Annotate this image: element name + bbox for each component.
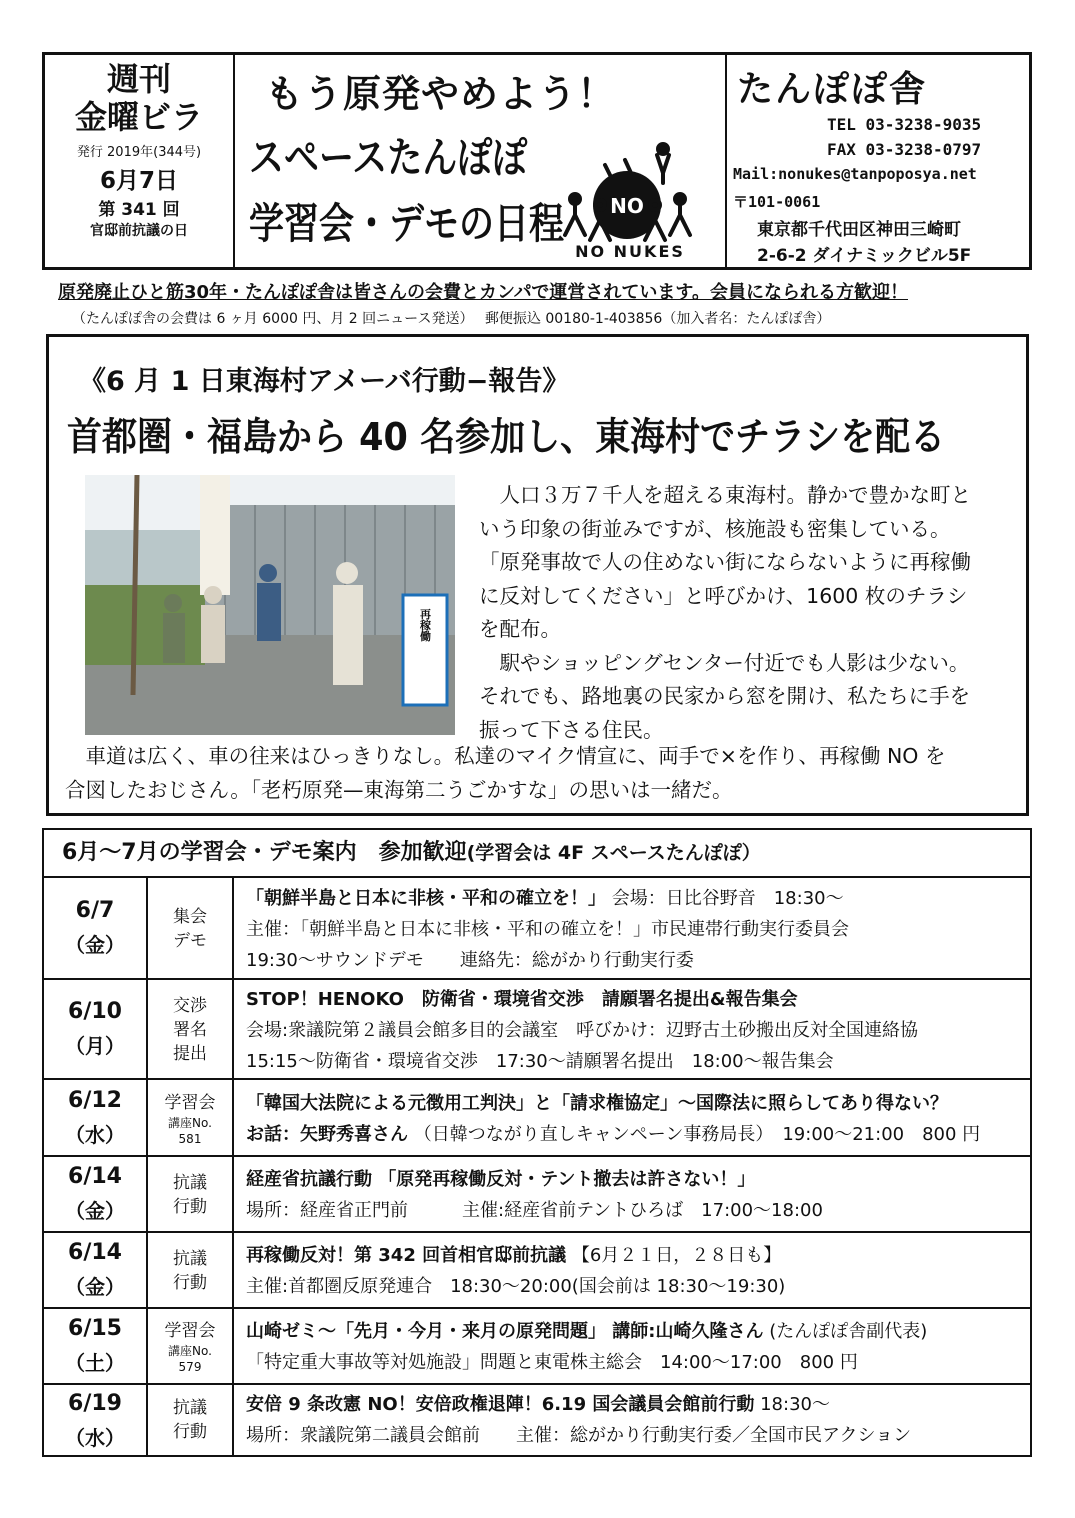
event-details-cell [234, 1080, 1030, 1155]
event-details-cell [234, 878, 1030, 978]
tel: TEL 03-3238-9035 [827, 115, 982, 134]
event-date: 6/14 [68, 1164, 122, 1189]
schedule-row [44, 980, 1030, 1080]
article-body-right [479, 479, 971, 747]
event-detail-line [246, 1015, 1030, 1046]
event-info: 15:15～防衛省・環境省交渉 17:30～請願署名提出 18:00～報告集会 [246, 1050, 834, 1072]
event-type: 交渉 [173, 996, 207, 1016]
membership-fee-info: （たんぽぽ舎の会費は 6 ヶ月 6000 円、月 2 回ニュース発送） 郵便振込 00180-1-403856（加入者名：たんぽぽ舎） [72, 311, 831, 327]
event-detail-line [246, 1347, 1030, 1378]
article-line: に反対してください」と呼びかけ、1600 枚のチラシ [479, 583, 968, 608]
event-detail-line [246, 883, 1030, 914]
course-number: 579 [178, 1360, 202, 1374]
event-title: STOP！HENOKO 防衛省・環境省交渉 請願署名提出&報告集会 [246, 988, 798, 1010]
event-info: 主催:首都圏反原発連合 18:30～20:00(国会前は 18:30～19:30) [246, 1276, 786, 1297]
event-details-cell [234, 980, 1030, 1078]
event-detail-line [246, 1420, 1030, 1451]
event-info: 【6月２１日，２８日も】 [566, 1245, 782, 1266]
event-weekday: （金） [65, 933, 125, 957]
event-info: (たんぽぽ舎副代表) [763, 1321, 928, 1342]
event-title: 「朝鮮半島と日本に非核・平和の確立を！」 [246, 887, 606, 909]
event-title: お話：矢野秀喜さん [246, 1123, 408, 1145]
article-kicker: 《6 月 1 日東海村アメーバ行動−報告》 [79, 366, 570, 397]
event-type: 集会 [173, 907, 207, 927]
event-title: 安倍 9 条改憲 NO！安倍政権退陣！6.19 国会議員会館前行動 [246, 1394, 755, 1415]
event-weekday: （水） [65, 1122, 125, 1147]
event-weekday: （金） [65, 1275, 125, 1299]
schedule-title-bar [44, 830, 1030, 878]
event-info: （日韓つながり直しキャンペーン事務局長） 19:00～21:00 800 円 [408, 1123, 981, 1145]
issue-date: 6月7日 [99, 168, 178, 194]
logo-text: NO NUKES [575, 242, 685, 261]
article-line: 駅やショッピングセンター付近でも人影は少ない。 [479, 650, 970, 675]
event-type: デモ [173, 931, 207, 951]
event-type-cell [148, 980, 234, 1078]
fax: FAX 03-3238-0797 [827, 140, 982, 159]
course-number: 講座No. [168, 1344, 212, 1358]
schedule-row [44, 1157, 1030, 1233]
article-box [46, 334, 1029, 816]
event-detail-line [246, 1271, 1030, 1302]
membership-notice: 原発廃止ひと筋30年・たんぽぽ舎は皆さんの会費とカンパで運営されています。会員になられる方歓迎！ [58, 282, 908, 303]
title-box [235, 55, 727, 267]
space-name: スペースたんぽぽ [249, 134, 528, 183]
event-detail-line [246, 1316, 1030, 1347]
postal-code: 〒101-0061 [733, 193, 821, 211]
event-type: 抗議 [173, 1398, 207, 1418]
event-weekday: （月） [65, 1034, 125, 1058]
event-title: 山崎ゼミ～「先月・今月・来月の原発問題」 講師:山崎久隆さん [246, 1321, 764, 1342]
article-line: 振って下さる住民。 [479, 717, 664, 742]
event-date-cell [44, 1157, 148, 1231]
event-detail-line [246, 1195, 1030, 1226]
event-date-cell [44, 980, 148, 1078]
event-detail-line [246, 1389, 1030, 1420]
event-type: 署名 [173, 1020, 207, 1040]
event-date-cell [44, 1385, 148, 1455]
event-weekday: （金） [65, 1199, 125, 1223]
friday-flyer-label: 金曜ビラ [74, 98, 203, 136]
schedule-subheading: (学習会は 4F スペースたんぽぽ） [466, 842, 761, 864]
event-type-cell [148, 1157, 234, 1231]
schedule-row [44, 1233, 1030, 1309]
issue-number: 発行 2019年(344号) [76, 145, 202, 160]
event-type-cell [148, 1233, 234, 1307]
masthead [42, 52, 1032, 270]
schedule-row [44, 1385, 1030, 1455]
event-type: 行動 [173, 1422, 207, 1442]
course-number: 581 [178, 1131, 202, 1146]
event-title: 「韓国大法院による元徴用工判決」と「請求権協定」～国際法に照らしてあり得ない？ [246, 1092, 948, 1114]
event-details-cell [234, 1385, 1030, 1455]
event-weekday: （土） [65, 1351, 125, 1375]
event-type-cell [148, 1385, 234, 1455]
event-details-cell [234, 1157, 1030, 1231]
address-line2: 2-6-2 ダイナミックビル5F [757, 246, 972, 266]
event-detail-line [246, 1088, 1030, 1119]
event-detail-line [246, 1119, 1030, 1150]
schedule-row [44, 1309, 1030, 1385]
issue-box [45, 55, 235, 267]
event-type: 学習会 [164, 1321, 216, 1341]
event-title: 経産省抗議行動 「原発再稼働反対・テント撤去は許さない！」 [246, 1169, 756, 1190]
event-info: 会場:衆議院第２議員会館多目的会議室 呼びかけ：辺野古土砂搬出反対全国連絡協 [246, 1019, 919, 1041]
event-date: 6/10 [68, 999, 122, 1024]
article-line: 人口３万７千人を超える東海村。静かで豊かな町と [479, 483, 971, 507]
event-title: 再稼働反対！第 342 回首相官邸前抗議 [246, 1245, 567, 1266]
article-line: を配布。 [479, 617, 561, 641]
mail: Mail:nonukes@tanpoposya.net [733, 165, 977, 183]
event-date: 6/14 [68, 1240, 122, 1265]
no-nukes-logo [545, 135, 715, 265]
event-type-cell [148, 878, 234, 978]
event-type: 抗議 [173, 1249, 207, 1269]
event-detail-line [246, 1240, 1030, 1271]
schedule-table [42, 828, 1032, 1457]
article-line: いう印象の街並みですが、核施設も密集している。 [479, 516, 951, 541]
protest-round: 第 341 回 [98, 200, 180, 220]
slogan: もう原発やめよう！ [265, 72, 617, 116]
svg-text:NO: NO [610, 194, 644, 218]
event-date: 6/7 [75, 898, 115, 923]
event-date-cell [44, 1309, 148, 1383]
event-type-cell [148, 1080, 234, 1155]
article-line: 「原発事故で人の住めない街にならないように再稼働 [479, 550, 971, 574]
event-info: 「特定重大事故等対処施設」問題と東電株主総会 14:00～17:00 800 円 [246, 1352, 858, 1373]
schedule-heading: 6月～7月の学習会・デモ案内 参加歓迎 [62, 840, 467, 865]
course-number: 講座No. [168, 1115, 212, 1130]
event-type: 抗議 [173, 1173, 207, 1193]
event-info: 場所：経産省正門前 主催:経産省前テントひろば 17:00～18:00 [246, 1200, 823, 1221]
address-line1: 東京都千代田区神田三崎町 [757, 220, 961, 240]
event-date: 6/19 [68, 1391, 122, 1416]
contact-box [727, 55, 1029, 267]
event-weekday: （水） [65, 1426, 125, 1450]
schedule-row [44, 878, 1030, 980]
event-detail-line [246, 1046, 1030, 1077]
event-info: 主催：「朝鮮半島と日本に非核・平和の確立を！」市民連帯行動実行委員会 [246, 918, 849, 940]
article-line: 車道は広く、車の往来はひっきりなし。私達のマイク情宣に、両手で×を作り、再稼働 NO を [65, 744, 946, 768]
event-details-cell [234, 1309, 1030, 1383]
photo-sign: 再稼働 [418, 608, 432, 642]
article-photo [85, 475, 455, 735]
event-date: 6/12 [68, 1087, 122, 1113]
event-detail-line [246, 984, 1030, 1015]
event-detail-line [246, 1164, 1030, 1195]
event-date-cell [44, 878, 148, 978]
protest-day-label: 官邸前抗議の日 [90, 223, 188, 239]
event-info: 会場：日比谷野音 18:30～ [606, 887, 844, 909]
event-type: 提出 [173, 1044, 207, 1064]
event-type-cell [148, 1309, 234, 1383]
event-info: 場所：衆議院第二議員会館前 主催：総がかり行動実行委／全国市民アクション [246, 1425, 912, 1446]
event-date-cell [44, 1233, 148, 1307]
event-detail-line [246, 914, 1030, 945]
article-headline: 首都圏・福島から 40 名参加し、東海村でチラシを配る [67, 415, 946, 460]
org-name: たんぽぽ舎 [737, 69, 928, 110]
schedule-rows [44, 878, 1030, 1455]
event-info: 18:30～ [754, 1394, 830, 1415]
event-info: 19:30～サウンドデモ 連絡先：総がかり行動実行委 [246, 949, 694, 971]
event-details-cell [234, 1233, 1030, 1307]
event-type: 行動 [173, 1197, 207, 1217]
article-body-full [65, 740, 945, 807]
event-type: 学習会 [164, 1092, 216, 1113]
article-line: それでも、路地裏の民家から窓を開け、私たちに手を [479, 684, 971, 708]
schedule-row [44, 1080, 1030, 1157]
event-date-cell [44, 1080, 148, 1155]
article-line: 合図したおじさん。「老朽原発—東海第二うごかすな」の思いは一緒だ。 [65, 777, 733, 802]
event-detail-line [246, 945, 1030, 976]
event-date: 6/15 [68, 1316, 122, 1341]
schedule-title: 学習会・デモの日程 [249, 200, 565, 249]
weekly-label: 週刊 [106, 60, 171, 98]
event-type: 行動 [173, 1273, 207, 1293]
